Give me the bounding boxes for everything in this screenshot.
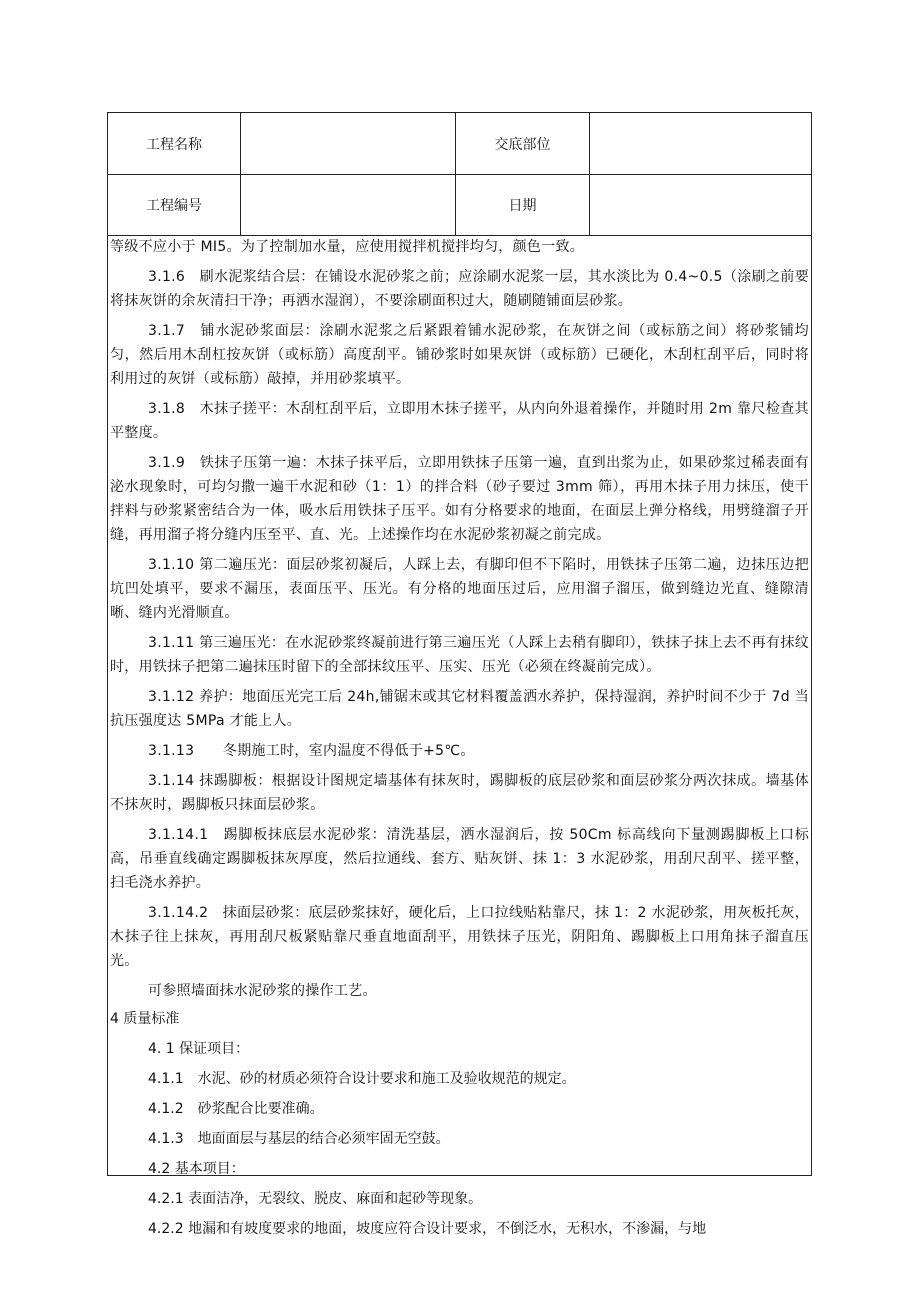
- content-body: [108, 235, 811, 1241]
- paragraph-3-1-8: 3.1.8 木抹子搓平：木刮杠刮平后，立即用木抹子搓平，从内向外退着操作，并随时用 2m 靠尺检查其平整度。: [110, 401, 809, 441]
- item-4-1-3: 4.1.3 地面面层与基层的结合必须牢固无空鼓。: [148, 1131, 450, 1147]
- item-4-2-2: 4.2.2 地漏和有坡度要求的地面，坡度应符合设计要求，不倒泛水，无积水，不渗漏，与地: [148, 1221, 707, 1237]
- header-row-1: [108, 113, 811, 175]
- paragraph-3-1-7: 3.1.7 铺水泥砂浆面层：涂刷水泥浆之后紧跟着铺水泥砂浆，在灰饼之间（或标筋之间）将砂浆铺均匀，然后用木刮杠按灰饼（或标筋）高度刮平。铺砂浆时如果灰饼（或标筋）已硬化，木刮杠刮平后，同时将利用过的灰饼（或标筋）敲掉，并用砂浆填平。: [110, 323, 809, 387]
- paragraph-3-1-10: 3.1.10 第二遍压光：面层砂浆初凝后，人踩上去，有脚印但不下陷时，用铁抹子压第二遍，边抹压边把坑凹处填平，要求不漏压，表面压平、压光。有分格的地面压过后，应用溜子溜压，做到缝边光直、缝隙清晰、缝内光滑顺直。: [110, 557, 809, 621]
- location-label: 交底部位: [456, 113, 590, 174]
- item-4-1-2: 4.1.2 砂浆配合比要准确。: [148, 1101, 324, 1117]
- paragraph-3-1-12: 3.1.12 养护：地面压光完工后 24h,铺锯末或其它材料覆盖洒水养护，保持湿润，养护时间不少于 7d 当抗压强度达 5MPa 才能上人。: [110, 689, 809, 729]
- project-no-label: 工程编号: [108, 174, 241, 235]
- project-name-value[interactable]: [241, 113, 456, 174]
- paragraph-3-1-14-1: 3.1.14.1 踢脚板抹底层水泥砂浆：清洗基层，洒水湿润后，按 50Cm 标高线向下量测踢脚板上口标高，吊垂直线确定踢脚板抹灰厚度，然后拉通线、套方、贴灰饼、抹 1：3 水泥砂浆，用刮尺刮平、搓平整，扫毛浇水养护。: [110, 827, 809, 891]
- date-value[interactable]: [590, 174, 811, 235]
- item-4-1-1: 4.1.1 水泥、砂的材质必须符合设计要求和施工及验收规范的规定。: [148, 1071, 576, 1087]
- location-value[interactable]: [590, 113, 811, 174]
- project-name-label: 工程名称: [108, 113, 241, 174]
- paragraph-3-1-13: 3.1.13 冬期施工时，室内温度不得低于+5℃。: [148, 743, 475, 759]
- paragraph-3-1-14: 3.1.14 抹踢脚板：根据设计图规定墙基体有抹灰时，踢脚板的底层砂浆和面层砂浆分两次抹成。墙基体不抹灰时，踢脚板只抹面层砂浆。: [110, 773, 809, 813]
- paragraph-3-1-6: 3.1.6 刷水泥浆结合层：在铺设水泥砂浆之前；应涂刷水泥浆一层，其水淡比为 0.4~0.5（涂刷之前要将抹灰饼的余灰清扫干净；再洒水湿润），不要涂刷面积过大，随刷随铺面层砂浆。: [110, 269, 809, 309]
- paragraph-continuation: 等级不应小于 MI5。为了控制加水量，应使用搅拌机搅拌均匀，颜色一致。: [110, 239, 585, 255]
- item-4-2-1: 4.2.1 表面洁净，无裂纹、脱皮、麻面和起砂等现象。: [148, 1191, 483, 1207]
- project-no-value[interactable]: [241, 174, 456, 235]
- section-4-2-heading: 4.2 基本项目：: [148, 1161, 245, 1177]
- paragraph-3-1-9: 3.1.9 铁抹子压第一遍：木抹子抹平后，立即用铁抹子压第一遍，直到出浆为止，如果砂浆过稀表面有泌水现象时，可均匀撒一遍干水泥和砂（1：1）的拌合料（砂子要过 3mm 筛），再用木抹子用力抹压，使干拌料与砂浆紧密结合为一体，吸水后用铁抹子压平。如有分格要求的地面，在面层上弹分格线，用劈缝溜子开缝，再用溜子将分缝内压至平、直、光。上述操作均在水泥砂浆初凝之前完成。: [110, 455, 809, 543]
- disclosure-form: [107, 112, 812, 1237]
- header-row-2: [108, 174, 811, 236]
- section-4-1-heading: 4. 1 保证项目：: [148, 1041, 250, 1057]
- paragraph-reference: 可参照墙面抹水泥砂浆的操作工艺。: [148, 983, 377, 999]
- paragraph-3-1-14-2: 3.1.14.2 抹面层砂浆：底层砂浆抹好，硬化后，上口拉线贴粘靠尺，抹 1：2 水泥砂浆，用灰板托灰，木抹子往上抹灰，再用刮尺板紧贴靠尺垂直地面刮平，用铁抹子压光，阴阳角、踢脚板上口用角抹子溜直压光。: [110, 905, 809, 969]
- date-label: 日期: [456, 174, 590, 235]
- section-4-heading: 4 质量标准: [110, 1011, 180, 1027]
- paragraph-3-1-11: 3.1.11 第三遍压光：在水泥砂浆终凝前进行第三遍压光（人踩上去稍有脚印），铁抹子抹上去不再有抹纹时，用铁抹子把第二遍抹压时留下的全部抹纹压平、压实、压光（必须在终凝前完成）。: [110, 635, 809, 675]
